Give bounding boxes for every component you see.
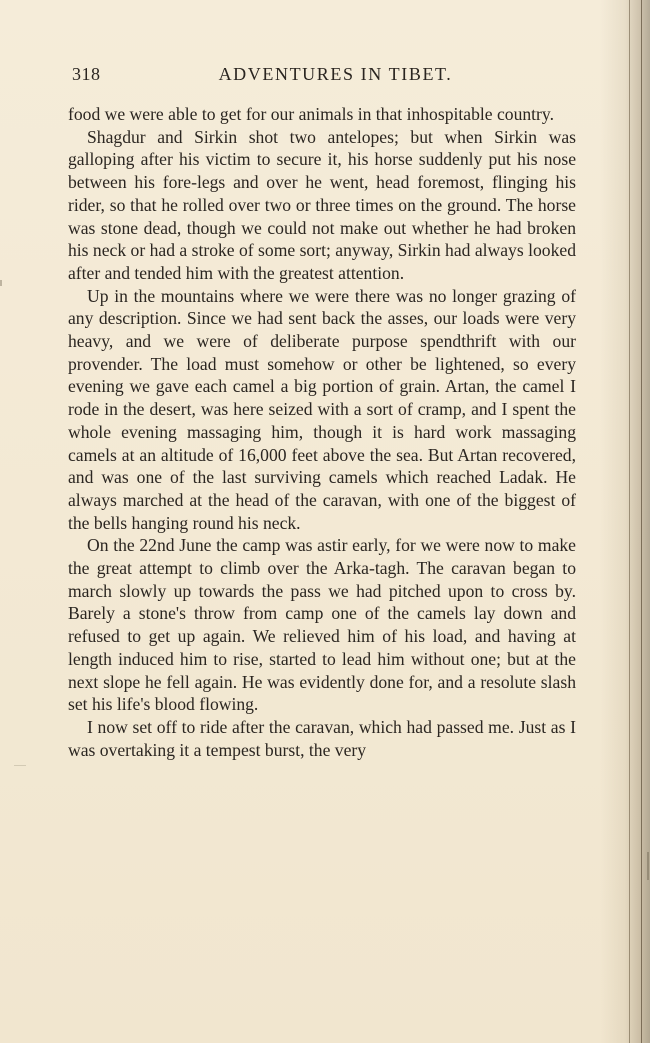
paragraph: food we were able to get for our animals in that inhospitable country. <box>68 104 554 124</box>
edge-mark <box>14 765 26 766</box>
paragraph: Shagdur and Sirkin shot two antelopes; but when Sirkin was galloping after his victim to secure it, his horse suddenly put his nose between his fore-legs and over he went, head foremost, flinging his rider, so that he rolled over two or three times on the ground. The horse was stone dead, though we could not make out whether he had broken his neck or had a stroke of some sort; anyway, Sirkin had always looked after and tended him with the greatest attention. <box>68 126 576 283</box>
binding-edge-line <box>641 0 642 1043</box>
edge-mark <box>647 852 649 880</box>
running-title: ADVENTURES IN TIBET. <box>218 64 453 84</box>
edge-mark <box>0 280 2 286</box>
page-edge-shadow <box>629 0 630 1043</box>
body-text <box>68 103 576 761</box>
paragraph: I now set off to ride after the caravan, which had passed me. Just as I was overtaking it a tempest burst, the very <box>68 716 576 760</box>
page-number: 318 <box>72 64 101 84</box>
page-header <box>72 64 577 90</box>
paragraph: Up in the mountains where we were there was no longer grazing of any description. Since we had sent back the asses, our loads were very heavy, and we were of deliberate purpose spendthrift with our provender. The load must somehow or other be lightened, so every evening we gave each camel a big portion of grain. Artan, the camel I rode in the desert, was here seized with a sort of cramp, and I spent the whole evening massaging him, though it is hard work massaging camels at an altitude of 16,000 feet above the sea. But Artan recovered, and was one of the last surviving camels which reached Ladak. He always marched at the head of the caravan, with one of the biggest of the bells hanging round his neck. <box>68 285 576 533</box>
paragraph: On the 22nd June the camp was astir early, for we were now to make the great attempt to climb over the Arka-tagh. The caravan began to march slowly up towards the pass we had pitched upon to cross by. Barely a stone's throw from camp one of the camels lay down and refused to get up again. We relieved him of his load, and having at length induced him to rise, started to lead him without one; but at the next slope he fell again. He was evidently done for, and a resolute slash set his life's blood flowing. <box>68 535 576 715</box>
